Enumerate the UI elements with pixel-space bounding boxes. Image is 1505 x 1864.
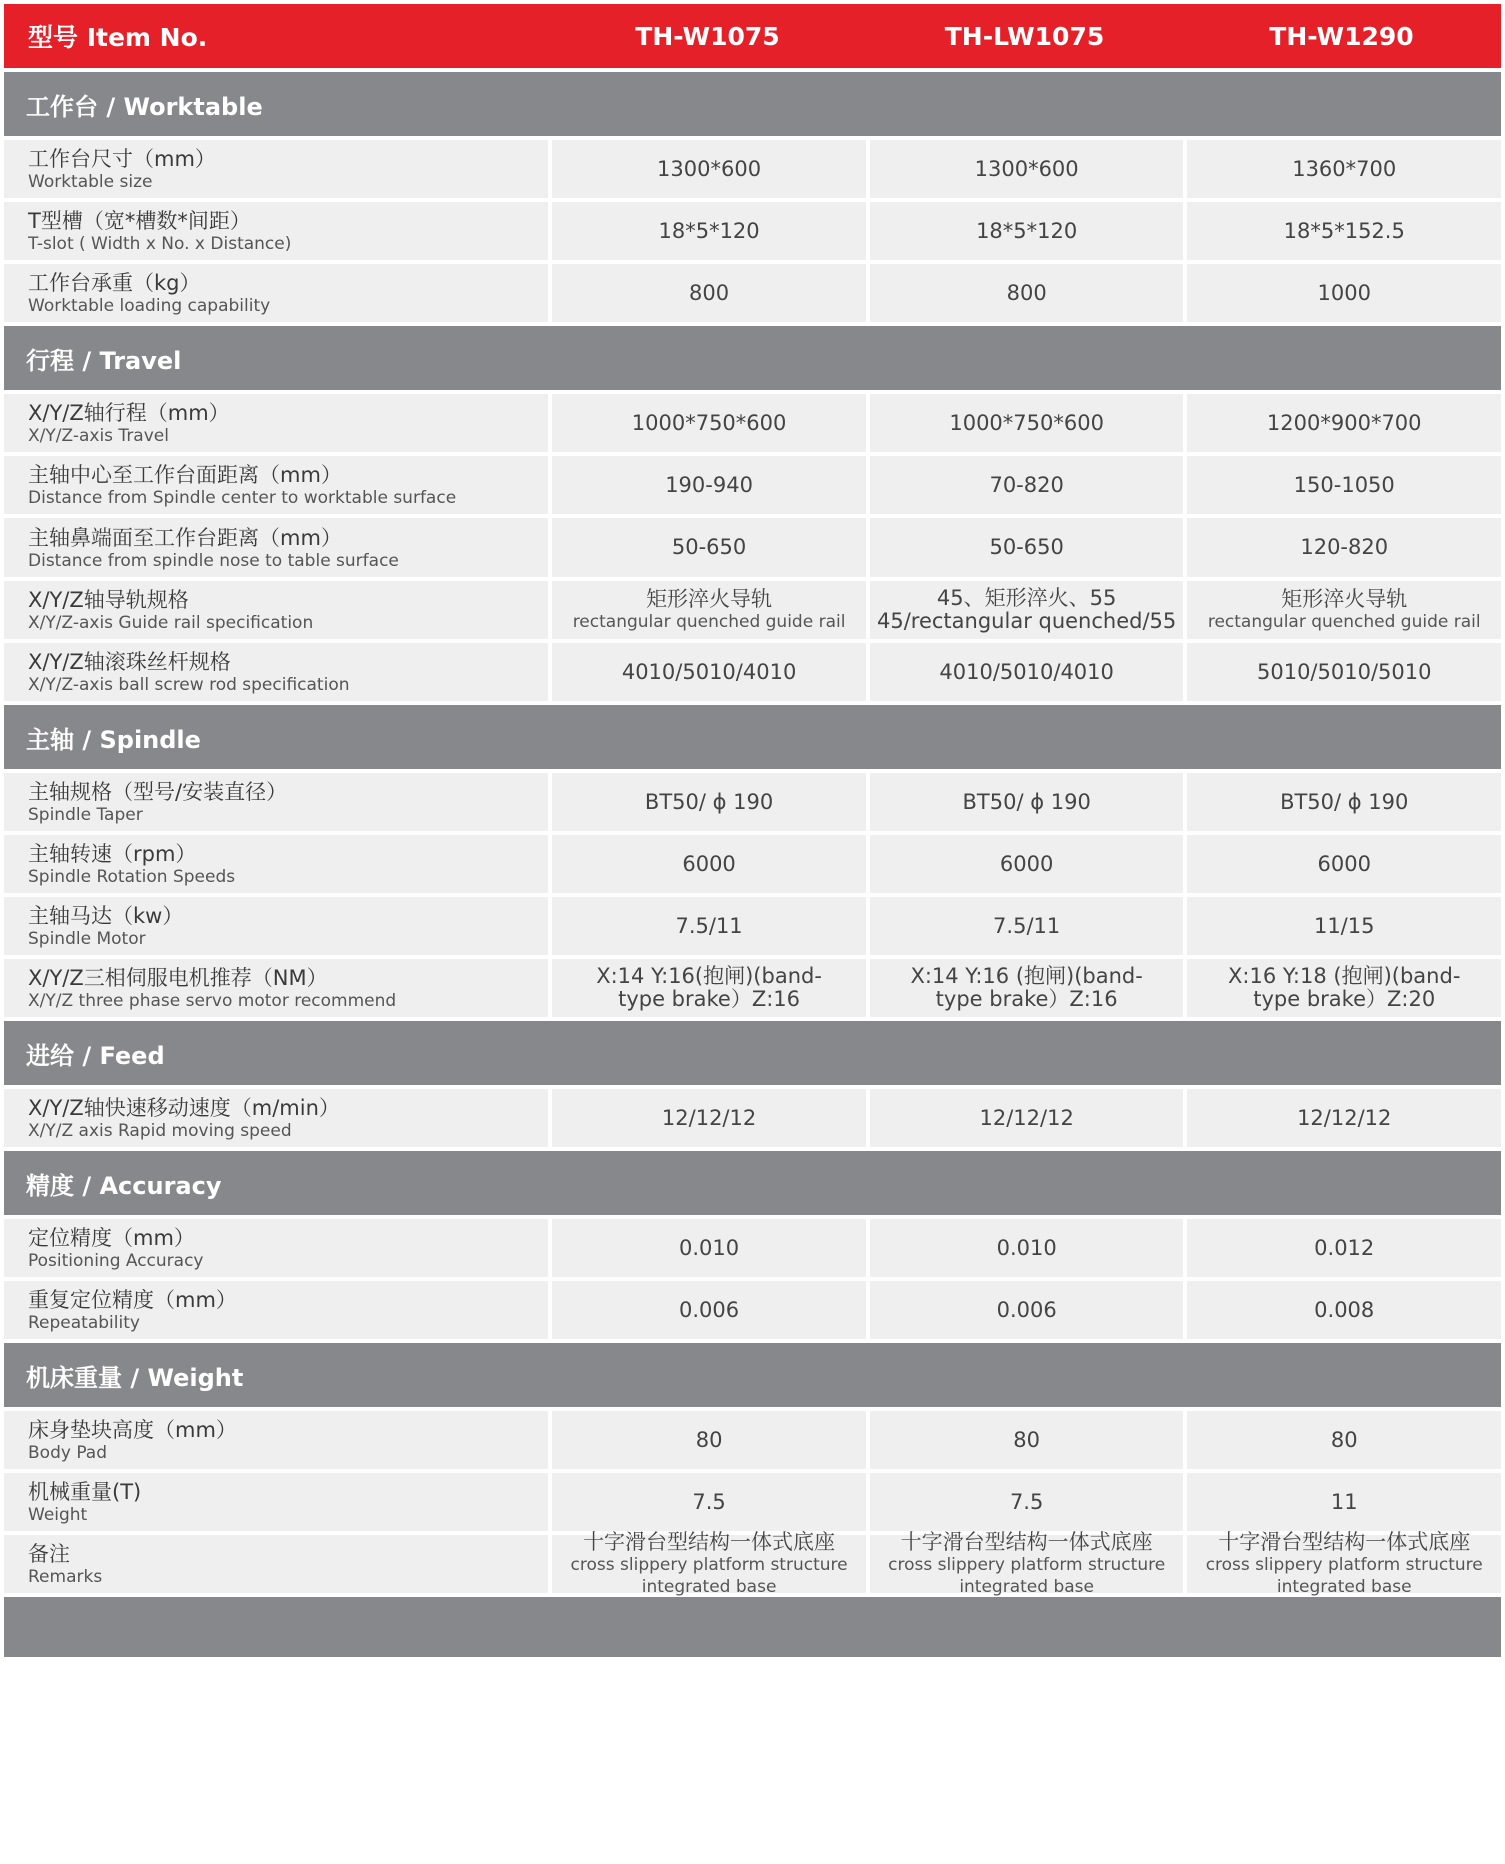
value-cell: 7.5/11 — [552, 897, 866, 955]
table-row — [4, 1473, 1501, 1531]
value-line: type brake）Z:20 — [1253, 987, 1436, 1011]
row-label-zh: X/Y/Z轴行程（mm） — [28, 401, 230, 425]
row-label-en: Spindle Motor — [28, 929, 146, 949]
value-line: 十字滑台型结构一体式底座 — [583, 1529, 836, 1554]
value-cell: 0.010 — [870, 1219, 1184, 1277]
table-row — [4, 1281, 1501, 1339]
value-line: integrated base — [1276, 1576, 1412, 1597]
value-cell: 80 — [1187, 1411, 1501, 1469]
value-line: 矩形淬火导轨 — [646, 586, 773, 611]
value-cell: 0.006 — [552, 1281, 866, 1339]
value-line: 十字滑台型结构一体式底座 — [1218, 1529, 1471, 1554]
row-label-zh: 工作台尺寸（mm） — [28, 147, 216, 171]
table-row — [4, 835, 1501, 893]
row-label — [4, 140, 548, 198]
section-header: 主轴 / Spindle — [4, 705, 1501, 769]
value-cell: 1300*600 — [870, 140, 1184, 198]
value-cell: BT50/ ɸ 190 — [1187, 773, 1501, 831]
table-row — [4, 1411, 1501, 1469]
row-label-en: Body Pad — [28, 1443, 108, 1463]
row-label-zh: 工作台承重（kg） — [28, 271, 201, 295]
row-label-zh: 备注 — [28, 1542, 70, 1566]
row-label-zh: 主轴马达（kw） — [28, 904, 184, 928]
row-label-en: X/Y/Z-axis Guide rail specification — [28, 613, 314, 633]
table-header — [4, 4, 1501, 68]
row-label-zh: 定位精度（mm） — [28, 1226, 195, 1250]
row-label — [4, 773, 548, 831]
row-label — [4, 518, 548, 577]
table-body — [4, 72, 1501, 1597]
value-line: X:14 Y:16 (抱闸)(band- — [910, 964, 1143, 988]
table-row — [4, 140, 1501, 198]
value-cell: 4010/5010/4010 — [870, 643, 1184, 701]
value-line: 45/rectangular quenched/55 — [877, 609, 1177, 633]
table-row — [4, 394, 1501, 452]
row-label — [4, 581, 548, 639]
value-cell: 18*5*152.5 — [1187, 202, 1501, 260]
value-cell: 12/12/12 — [1187, 1089, 1501, 1147]
table-row — [4, 518, 1501, 577]
table-row — [4, 1219, 1501, 1277]
item-no-label: 型号 Item No. — [28, 23, 208, 52]
value-cell — [552, 581, 866, 639]
value-line: type brake）Z:16 — [935, 987, 1118, 1011]
row-label — [4, 1473, 548, 1531]
section-header: 进给 / Feed — [4, 1021, 1501, 1085]
row-label-zh: 主轴鼻端面至工作台距离（mm） — [28, 525, 342, 550]
row-label — [4, 959, 548, 1017]
value-cell: 4010/5010/4010 — [552, 643, 866, 701]
value-cell: 18*5*120 — [870, 202, 1184, 260]
value-cell: 12/12/12 — [870, 1089, 1184, 1147]
row-label-en: Weight — [28, 1505, 88, 1525]
row-label-zh: 主轴中心至工作台面距离（mm） — [28, 463, 342, 487]
row-label-zh: 主轴转速（rpm） — [28, 842, 197, 866]
value-cell: 0.006 — [870, 1281, 1184, 1339]
value-cell: 11 — [1187, 1473, 1501, 1531]
row-label — [4, 1219, 548, 1277]
value-cell: 150-1050 — [1187, 456, 1501, 514]
value-cell: 120-820 — [1187, 518, 1501, 577]
value-cell: 1000*750*600 — [870, 394, 1184, 452]
row-label-en: X/Y/Z-axis ball screw rod specification — [28, 675, 350, 695]
row-label — [4, 456, 548, 514]
row-label-en: X/Y/Z axis Rapid moving speed — [28, 1121, 292, 1141]
value-cell: 70-820 — [870, 456, 1184, 514]
value-line: rectangular quenched guide rail — [1207, 611, 1481, 632]
value-line: 矩形淬火导轨 — [1281, 586, 1408, 611]
value-cell: 6000 — [870, 835, 1184, 893]
table-row — [4, 773, 1501, 831]
value-cell — [552, 1529, 866, 1597]
row-label-en: Worktable size — [28, 172, 153, 192]
row-label-zh: 主轴规格（型号/安装直径） — [28, 780, 288, 804]
row-label-en: T-slot ( Width x No. x Distance) — [28, 234, 292, 254]
value-cell: 5010/5010/5010 — [1187, 643, 1501, 701]
row-label-en: Distance from Spindle center to worktable surface — [28, 488, 457, 508]
section-header: 行程 / Travel — [4, 326, 1501, 390]
value-line: 45、矩形淬火、55 — [936, 586, 1117, 610]
value-line: X:14 Y:16(抱闸)(band- — [596, 964, 822, 988]
value-cell: 0.010 — [552, 1219, 866, 1277]
value-cell: 800 — [870, 264, 1184, 322]
value-cell — [870, 581, 1184, 639]
value-cell: 18*5*120 — [552, 202, 866, 260]
table-row — [4, 264, 1501, 322]
value-line: cross slippery platform structure — [1205, 1554, 1483, 1575]
value-cell: 1360*700 — [1187, 140, 1501, 198]
table-footer-bar — [4, 1597, 1501, 1657]
value-line: integrated base — [641, 1576, 777, 1597]
row-label — [4, 1089, 548, 1147]
table-row — [4, 643, 1501, 701]
row-label — [4, 897, 548, 955]
table-row — [4, 1089, 1501, 1147]
table-row — [4, 959, 1501, 1017]
table-row — [4, 202, 1501, 260]
model-header: TH-W1075 — [635, 21, 780, 51]
row-label — [4, 1535, 548, 1593]
value-cell — [1187, 1529, 1501, 1597]
value-cell: 1300*600 — [552, 140, 866, 198]
value-cell: 80 — [552, 1411, 866, 1469]
value-cell: 190-940 — [552, 456, 866, 514]
model-header: TH-LW1075 — [944, 21, 1105, 51]
value-line: rectangular quenched guide rail — [572, 611, 846, 632]
value-cell: 1200*900*700 — [1187, 394, 1501, 452]
row-label-zh: X/Y/Z轴滚珠丝杆规格 — [28, 650, 231, 674]
value-line: cross slippery platform structure — [570, 1554, 848, 1575]
value-cell — [870, 1529, 1184, 1597]
row-label-en: Positioning Accuracy — [28, 1251, 204, 1271]
value-cell: 0.012 — [1187, 1219, 1501, 1277]
table-row — [4, 581, 1501, 639]
value-cell: 1000 — [1187, 264, 1501, 322]
value-cell — [552, 959, 866, 1017]
value-cell: 6000 — [552, 835, 866, 893]
section-header: 精度 / Accuracy — [4, 1151, 1501, 1215]
value-line: 十字滑台型结构一体式底座 — [900, 1529, 1153, 1554]
value-cell — [870, 959, 1184, 1017]
row-label-en: Remarks — [28, 1567, 103, 1587]
row-label-en: Repeatability — [28, 1313, 140, 1333]
value-cell: 50-650 — [870, 518, 1184, 577]
row-label-zh: X/Y/Z轴快速移动速度（m/min） — [28, 1096, 340, 1120]
row-label-en: Distance from spindle nose to table surface — [28, 550, 399, 571]
value-cell: 11/15 — [1187, 897, 1501, 955]
row-label — [4, 835, 548, 893]
value-cell — [1187, 581, 1501, 639]
row-label-en: Spindle Taper — [28, 805, 143, 825]
value-cell: 50-650 — [552, 518, 866, 577]
value-cell: 12/12/12 — [552, 1089, 866, 1147]
row-label — [4, 1281, 548, 1339]
row-label-zh: T型槽（宽*槽数*间距） — [28, 209, 251, 233]
value-cell: 7.5 — [870, 1473, 1184, 1531]
value-cell: 1000*750*600 — [552, 394, 866, 452]
row-label — [4, 1411, 548, 1469]
row-label-zh: X/Y/Z轴导轨规格 — [28, 588, 189, 612]
value-line: integrated base — [959, 1576, 1094, 1597]
value-cell: 80 — [870, 1411, 1184, 1469]
table-row — [4, 1529, 1501, 1597]
row-label-zh: 重复定位精度（mm） — [28, 1288, 237, 1312]
value-cell: 0.008 — [1187, 1281, 1501, 1339]
row-label-en: X/Y/Z three phase servo motor recommend — [28, 991, 397, 1011]
row-label — [4, 643, 548, 701]
value-line: type brake）Z:16 — [618, 987, 801, 1011]
table-row — [4, 897, 1501, 955]
value-cell: 800 — [552, 264, 866, 322]
row-label-en: Spindle Rotation Speeds — [28, 867, 236, 887]
row-label-zh: 机械重量(T) — [28, 1480, 142, 1504]
value-line: cross slippery platform structure — [888, 1554, 1166, 1575]
section-header: 工作台 / Worktable — [4, 72, 1501, 136]
value-cell: BT50/ ɸ 190 — [870, 773, 1184, 831]
value-cell — [1187, 959, 1501, 1017]
row-label — [4, 394, 548, 452]
value-cell: 7.5 — [552, 1473, 866, 1531]
spec-table — [4, 4, 1501, 1657]
row-label-zh: X/Y/Z三相伺服电机推荐（NM） — [28, 966, 328, 990]
value-cell: 7.5/11 — [870, 897, 1184, 955]
section-header: 机床重量 / Weight — [4, 1343, 1501, 1407]
row-label — [4, 202, 548, 260]
value-line: X:16 Y:18 (抱闸)(band- — [1228, 964, 1461, 988]
table-row — [4, 456, 1501, 514]
row-label-en: X/Y/Z-axis Travel — [28, 426, 169, 446]
value-cell: 6000 — [1187, 835, 1501, 893]
model-header: TH-W1290 — [1269, 21, 1414, 51]
row-label-zh: 床身垫块高度（mm） — [28, 1418, 237, 1442]
row-label — [4, 264, 548, 322]
value-cell: BT50/ ɸ 190 — [552, 773, 866, 831]
row-label-en: Worktable loading capability — [28, 296, 271, 316]
